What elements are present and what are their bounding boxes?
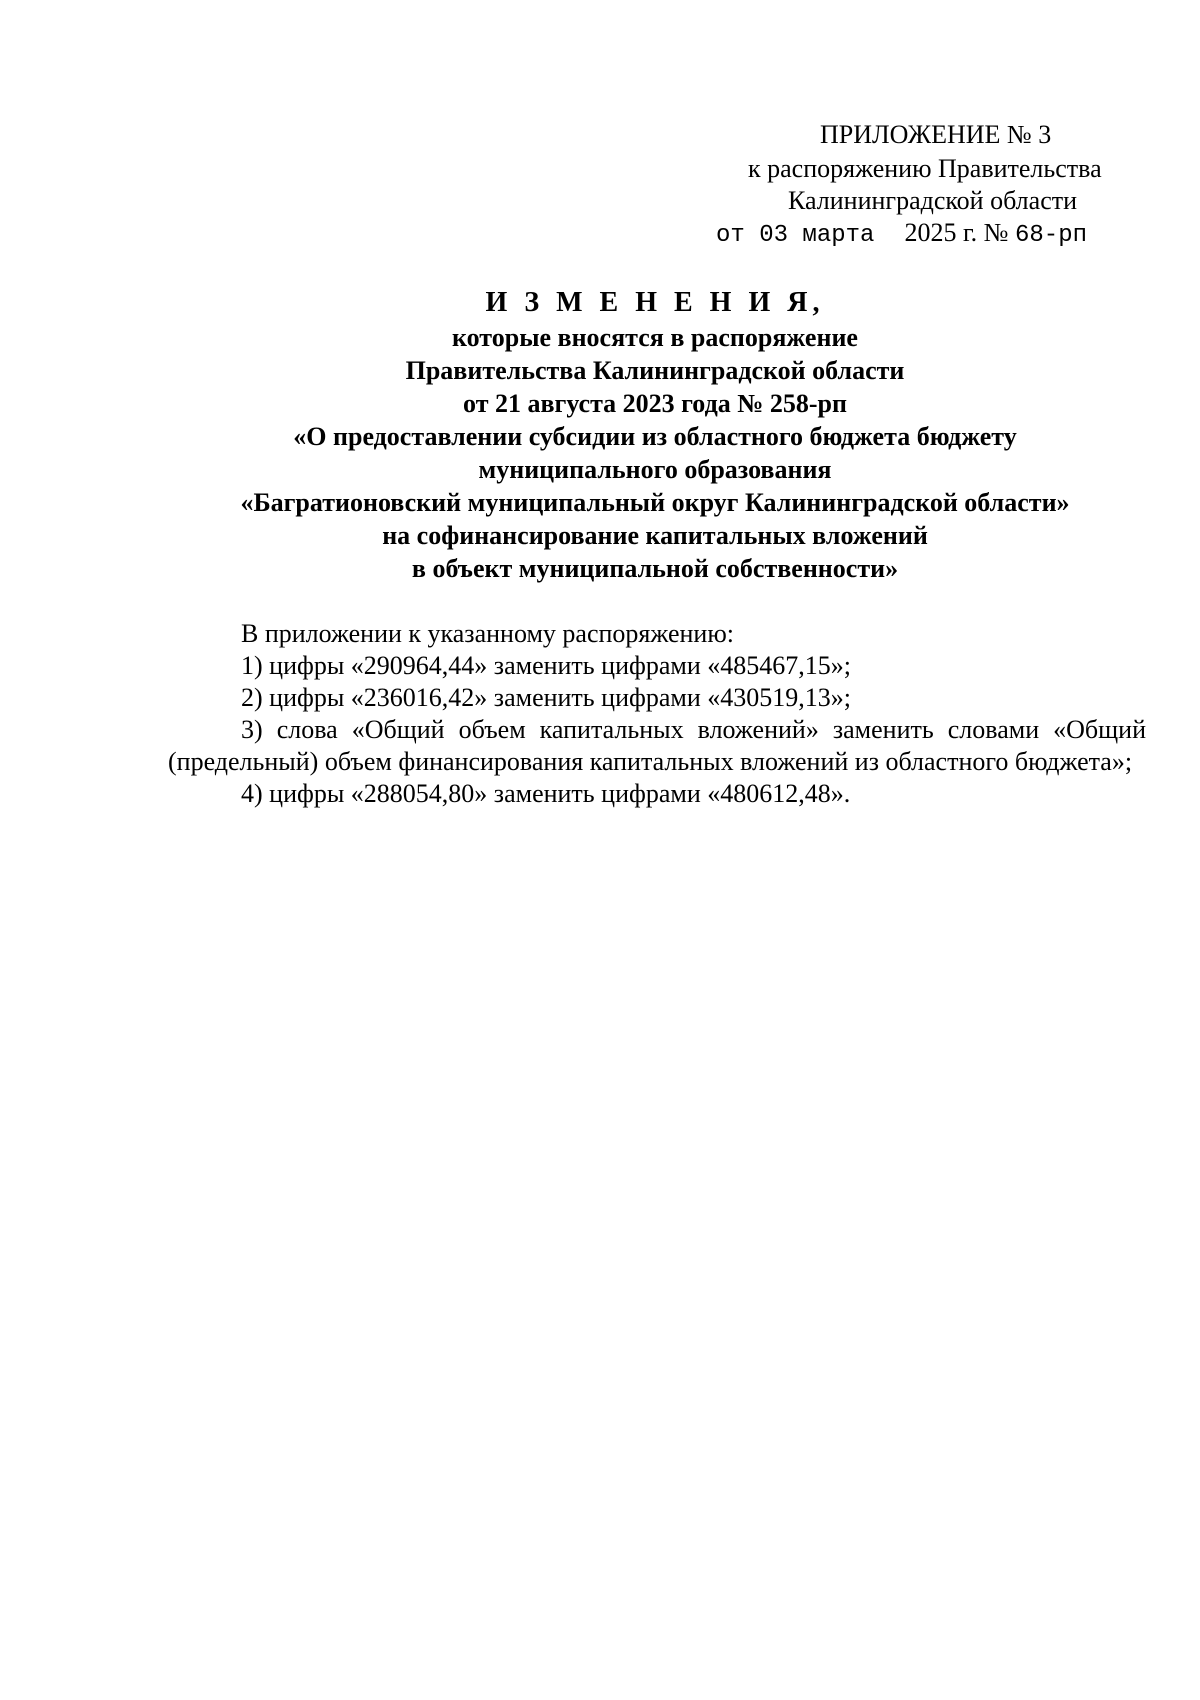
- approval-line-decree: к распоряжению Правительства: [748, 154, 1102, 183]
- heading-line: в объект муниципальной собственности»: [411, 554, 899, 583]
- body-item-4: 4) цифры «288054,80» заменить цифрами «480612,48».: [241, 779, 851, 808]
- heading-line: которые вносятся в распоряжение: [452, 323, 858, 352]
- body-item-3: 3) слова «Общий объем капитальных вложений» заменить словами «Общий (предельный) объем финансирования капитальных вложений из областного бюджета»;: [168, 715, 1146, 776]
- heading-line: «Багратионовский муниципальный округ Калининградской области»: [240, 488, 1070, 517]
- heading-line: Правительства Калининградской области: [405, 356, 905, 385]
- document-body: [168, 618, 1146, 810]
- heading-line: «О предоставлении субсидии из областного бюджета бюджету: [293, 422, 1017, 451]
- body-intro: В приложении к указанному распоряжению:: [241, 619, 734, 648]
- approval-date-prefix: от 03 марта: [716, 222, 875, 249]
- approval-date-year: 2025 г. №: [904, 218, 1009, 247]
- approval-date-line: [716, 216, 1087, 252]
- heading-line: муниципального образования: [478, 455, 832, 484]
- body-item-1: 1) цифры «290964,44» заменить цифрами «485467,15»;: [241, 651, 851, 680]
- approval-line-region: Калининградской области: [788, 186, 1078, 215]
- heading-title: И З М Е Н Е Н И Я,: [485, 287, 825, 318]
- approval-number: 68-рп: [1014, 222, 1087, 249]
- document-heading: [160, 286, 1150, 585]
- body-item-2: 2) цифры «236016,42» заменить цифрами «430519,13»;: [241, 683, 851, 712]
- heading-line: от 21 августа 2023 года № 258-рп: [463, 389, 847, 418]
- appendix-title: ПРИЛОЖЕНИЕ № 3: [820, 120, 1052, 149]
- heading-line: на софинансирование капитальных вложений: [382, 521, 928, 550]
